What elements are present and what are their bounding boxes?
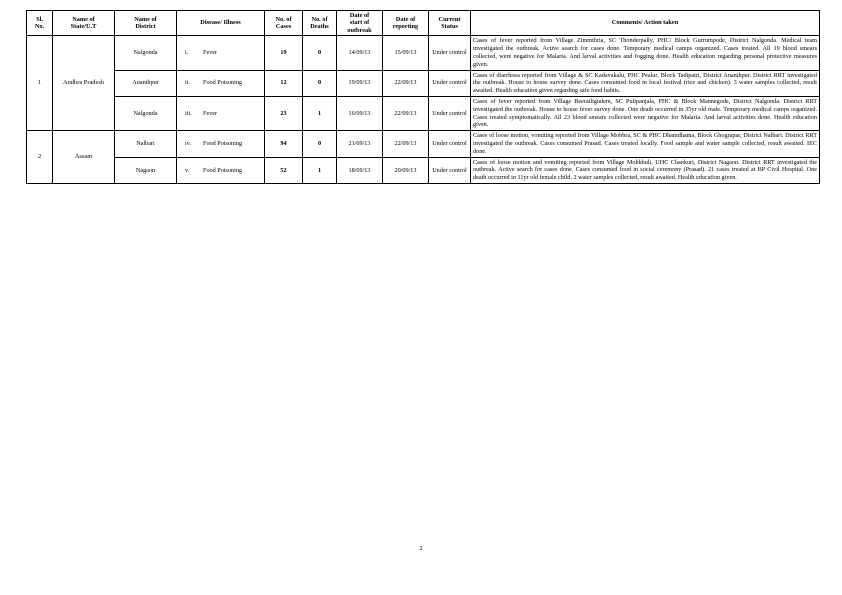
cell-deaths: 1 xyxy=(303,157,337,183)
col-header-start-date: Date of start of outbreak xyxy=(337,11,383,36)
cell-report-date: 22/09/13 xyxy=(383,70,429,96)
disease-name: Fever xyxy=(203,109,218,117)
cell-start-date: 21/09/13 xyxy=(337,131,383,157)
disease-name: Food Poisoning xyxy=(203,140,243,148)
cell-district: Ananthpur xyxy=(115,70,177,96)
cell-deaths: 0 xyxy=(303,36,337,70)
cell-district: Nalgonda xyxy=(115,96,177,130)
table-header xyxy=(27,11,820,36)
outbreak-report-table xyxy=(26,10,820,184)
cell-report-date: 15/09/13 xyxy=(383,36,429,70)
cell-state: Andhra Pradesh xyxy=(53,36,115,131)
cell-cases: 23 xyxy=(265,96,303,130)
cell-status: Under control xyxy=(429,96,471,130)
disease-index: v. xyxy=(185,166,190,174)
disease-index: iv. xyxy=(185,140,191,148)
cell-disease xyxy=(177,36,265,70)
disease-name: Fever xyxy=(203,49,218,57)
cell-report-date: 22/09/13 xyxy=(383,96,429,130)
cell-state: Assam xyxy=(53,131,115,184)
col-header-district: Name of District xyxy=(115,11,177,36)
cell-sl-no: 1 xyxy=(27,36,53,131)
disease-name: Food Poisoning xyxy=(203,166,243,174)
col-header-comments: Comments/ Action taken xyxy=(471,11,820,36)
cell-start-date: 19/09/13 xyxy=(337,70,383,96)
cell-report-date: 22/09/13 xyxy=(383,131,429,157)
cell-comments: Cases of loose motion and vomiting reported from Village Mohkhuli, UHC Chankuri, District Nagaon. District RRT investigated the outbreak. Active search for cases done. Cases consumed food in social ceremony (Prasad). 21 cases treated at BP Civil Hospital. One death occurred in 11yr old female child. 2 water samples collected, result awaited. Health education given. xyxy=(471,157,820,183)
cell-report-date: 20/09/13 xyxy=(383,157,429,183)
cell-district: Nalbari xyxy=(115,131,177,157)
col-header-report-date: Date of reporting xyxy=(383,11,429,36)
disease-index: ii. xyxy=(185,79,190,87)
cell-cases: 52 xyxy=(265,157,303,183)
cell-start-date: 18/09/13 xyxy=(337,157,383,183)
cell-district: Nalgonda xyxy=(115,36,177,70)
table-body xyxy=(27,36,820,184)
cell-comments: Cases of diarrhoea reported from Village & SC Kadavakalu, PHC Pealur, Block Tadipatri, District Ananthpur. District RRT investigated the outbreak. House to house survey done. Cases consumed food in local festival (rice and chicken). 3 water samples collected, result awaited. Health education given regarding safe food habits. xyxy=(471,70,820,96)
cell-comments: Cases of loose motion, vomiting reported from Village Mobbra, SC & PHC Dhamdhama, Block Ghograpar, District Nalbari. District RRT investigated the outbreak. Cases consumed Prasad. Cases treated locally. Food sample and water sample collected, result awaited. IEC done. xyxy=(471,131,820,157)
disease-index: i. xyxy=(185,49,189,57)
outbreak-table-container xyxy=(26,10,819,184)
table-row xyxy=(27,36,820,70)
col-header-status: Current Status xyxy=(429,11,471,36)
cell-cases: 19 xyxy=(265,36,303,70)
cell-status: Under control xyxy=(429,157,471,183)
cell-district: Nagaon xyxy=(115,157,177,183)
page-number: 2 xyxy=(419,545,423,552)
table-row xyxy=(27,131,820,157)
disease-name: Food Poisoning xyxy=(203,79,243,87)
disease-index: iii. xyxy=(185,109,192,117)
table-row xyxy=(27,96,820,130)
cell-disease xyxy=(177,96,265,130)
cell-disease xyxy=(177,157,265,183)
col-header-sl-no: Sl. No. xyxy=(27,11,53,36)
table-header-row xyxy=(27,11,820,36)
cell-comments: Cases of fever reported from Village Beerailigudem, SC Pulipanjala, PHC & Block Mannegode, District Nalgonda. District RRT investigated the outbreak. House to house fever survey done. One death occurred in 35yr old male. Temporary medical camps organized. Cases treated symptomatically. All 23 blood smears collected were negative for Malaria. And larval activities done. Health education given. xyxy=(471,96,820,130)
cell-status: Under control xyxy=(429,70,471,96)
cell-sl-no: 2 xyxy=(27,131,53,184)
cell-deaths: 0 xyxy=(303,131,337,157)
cell-cases: 12 xyxy=(265,70,303,96)
col-header-cases: No. of Cases xyxy=(265,11,303,36)
cell-deaths: 1 xyxy=(303,96,337,130)
cell-cases: 94 xyxy=(265,131,303,157)
cell-start-date: 16/09/13 xyxy=(337,96,383,130)
col-header-deaths: No. of Deaths xyxy=(303,11,337,36)
table-row xyxy=(27,70,820,96)
cell-disease xyxy=(177,70,265,96)
cell-start-date: 14/09/13 xyxy=(337,36,383,70)
cell-comments: Cases of fever reported from Village Zimmthria, SC Thonderpally, PHC/ Block Gurrumpode, District Nalgonda. Medical team investigated the outbreak. Active search for cases done. Temporary medical camps organized. Cases treated. All 19 blood smears collected, were negative for Malaria. And larval activities and fogging done. Health education regarding personal protective measures given. xyxy=(471,36,820,70)
cell-deaths: 0 xyxy=(303,70,337,96)
col-header-disease: Disease/ Illness xyxy=(177,11,265,36)
cell-status: Under control xyxy=(429,131,471,157)
cell-status: Under control xyxy=(429,36,471,70)
cell-disease xyxy=(177,131,265,157)
table-row xyxy=(27,157,820,183)
col-header-state: Name of State/U.T xyxy=(53,11,115,36)
